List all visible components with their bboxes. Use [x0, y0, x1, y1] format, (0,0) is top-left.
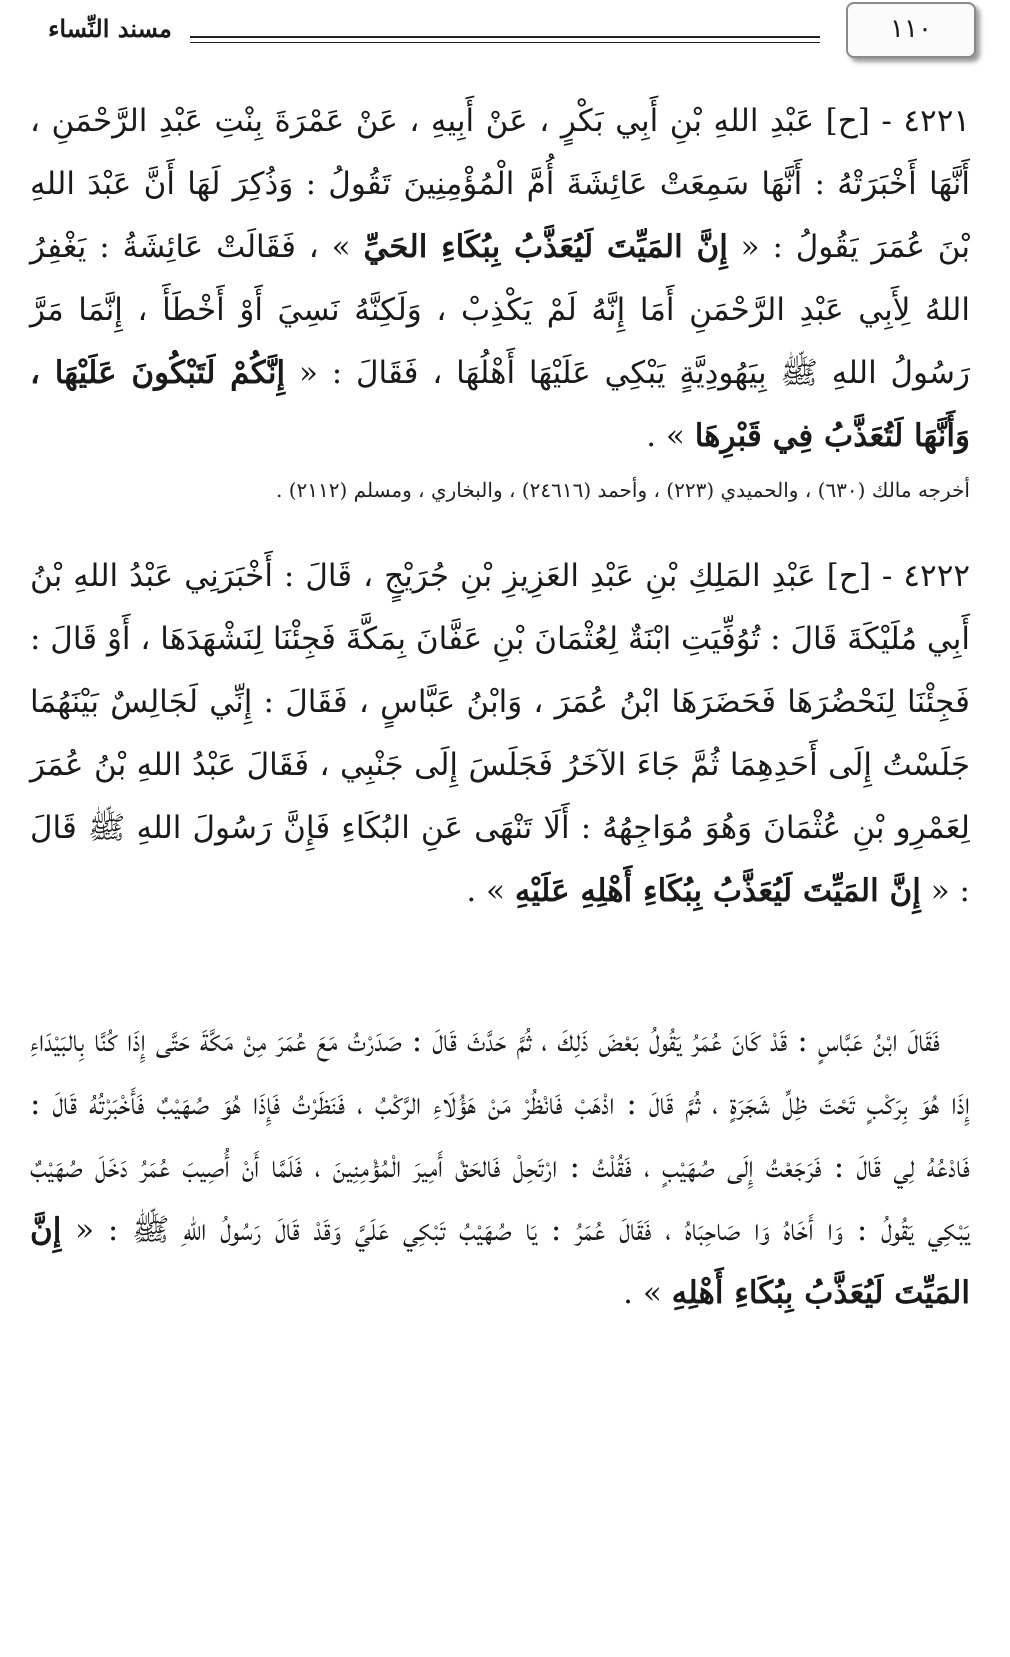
header-rule	[190, 36, 820, 38]
hadith-4222-end: » .	[466, 873, 515, 909]
ibn-abbas-end: » .	[623, 1275, 672, 1311]
hadith-4222-quote: إِنَّ المَيِّتَ لَيُعَذَّبُ بِبُكَاءِ أَهْلِهِ عَلَيْهِ	[514, 873, 921, 909]
takhrij-footnote: أخرجه مالك (٦٣٠) ، والحميدي (٢٢٣) ، وأحمد (٢٤٦١٦) ، والبخاري ، ومسلم (٢١١٢) .	[275, 478, 970, 502]
hadith-4221-end: » .	[646, 418, 695, 454]
hadith-4221-intro: ٤٢٢١ - [ح] عَبْدِ اللهِ بْنِ أَبِي بَكْرٍ ، عَنْ أَبِيهِ ، عَنْ عَمْرَةَ بِنْتِ عَبْدِ الرَّحْمَنِ ، أَنَّهَا أَخْبَرَتْهُ : أَنَّهَا سَمِعَتْ عَائِشَةَ أُمَّ الْمُؤْمِنِينَ تَقُولُ : وَذُكِرَ لَهَا أَنَّ عَبْدَ اللهِ بْنَ عُمَرَ يَقُولُ : «	[30, 103, 970, 265]
hadith-4221	[30, 90, 970, 468]
hadith-4222-intro: ٤٢٢٢ - [ح] عَبْدِ المَلِكِ بْنِ عَبْدِ العَزِيزِ بْنِ جُرَيْجٍ ، قَالَ : أَخْبَرَنِي عَبْدُ اللهِ بْنُ أَبِي مُلَيْكَةَ قَالَ : تُوُفِّيَتِ ابْنَةٌ لِعُثْمَانَ بْنِ عَفَّانَ بِمَكَّةَ فَجِئْنَا لِنَشْهَدَهَا ، أَوْ قَالَ : فَجِئْنَا لِنَحْضُرَهَا فَحَضَرَهَا ابْنُ عُمَرَ ، وَابْنُ عَبَّاسٍ ، فَقَالَ : إِنِّي لَجَالِسٌ بَيْنَهُمَا جَلَسْتُ إِلَى أَحَدِهِمَا ثُمَّ جَاءَ الآخَرُ فَجَلَسَ إِلَى جَنْبِي ، فَقَالَ عَبْدُ اللهِ بْنُ عُمَرَ لِعَمْرِو بْنِ عُثْمَانَ وَهُوَ مُوَاجِهُهُ : أَلَا تَنْهَى عَنِ البُكَاءِ فَإِنَّ رَسُولَ اللهِ ﷺ قَالَ : «	[30, 558, 970, 909]
ibn-abbas-quote: إِنَّ المَيِّتَ لَيُعَذَّبُ بِبُكَاءِ أَهْلِهِ	[30, 1212, 970, 1311]
running-title: مسند النِّساء	[48, 14, 172, 43]
hadith-4221-quote-2: إِنَّكُمْ لَتَبْكُونَ عَلَيْهَا ، وَأَنَّهَا لَتُعَذَّبُ فِي قَبْرِهَا	[30, 355, 970, 454]
page-header	[0, 0, 1010, 60]
ibn-abbas-text: فَقَالَ ابْنُ عَبَّاسٍ : قَدْ كَانَ عُمَرُ يَقُولُ بَعْضَ ذَلِكَ ، ثُمَّ حَدَّثَ قَالَ : صَدَرْتُ مَعَ عُمَرَ مِنْ مَكَّةَ حَتَّى إِذَا كُنَّا بِالبَيْدَاءِ إِذَا هُوَ بِرَكْبٍ تَحْتَ ظِلِّ شَجَرَةٍ ، ثُمَّ قَالَ : اذْهَبْ فَانْظُرْ مَنْ هَؤُلَاءِ الرَّكْبُ ، فَنَظَرْتُ فَإِذَا هُوَ صُهَيْبٌ فَأَخْبَرْتُهُ قَالَ : فَادْعُهُ لِي قَالَ : فَرَجَعْتُ إِلَى صُهَيْبٍ ، فَقُلْتُ : ارْتَحِلْ فَالحَقْ أَمِيرَ الْمُؤْمِنِينَ ، فَلَمَّا أَنْ أُصِيبَ عُمَرُ دَخَلَ صُهَيْبٌ يَبْكِي يَقُولُ : وَا أَخَاهُ وَا صَاحِبَاهُ ، فَقَالَ عُمَرُ : يَا صُهَيْبُ تَبْكِي عَلَيَّ وَقَدْ قَالَ رَسُولُ اللهِ ﷺ : «	[30, 1023, 970, 1248]
header-rule-thin	[190, 42, 820, 43]
hadith-4221-middle: » ، فَقَالَتْ عَائِشَةُ : يَغْفِرُ اللهُ لِأَبِي عَبْدِ الرَّحْمَنِ أَمَا إِنَّهُ لَمْ يَكْذِبْ ، وَلَكِنَّهُ نَسِيَ أَوْ أَخْطَأَ ، إِنَّمَا مَرَّ رَسُولُ اللهِ ﷺ بِيَهُودِيَّةٍ يَبْكِي عَلَيْهَا أَهْلُهَا ، فَقَالَ : «	[30, 229, 970, 391]
hadith-4221-quote-1: إِنَّ المَيِّتَ لَيُعَذَّبُ بِبُكَاءِ الحَيِّ	[363, 229, 728, 265]
page-number: ١١٠	[846, 2, 976, 58]
ibn-abbas-paragraph	[30, 1010, 970, 1325]
hadith-4222	[30, 545, 970, 923]
